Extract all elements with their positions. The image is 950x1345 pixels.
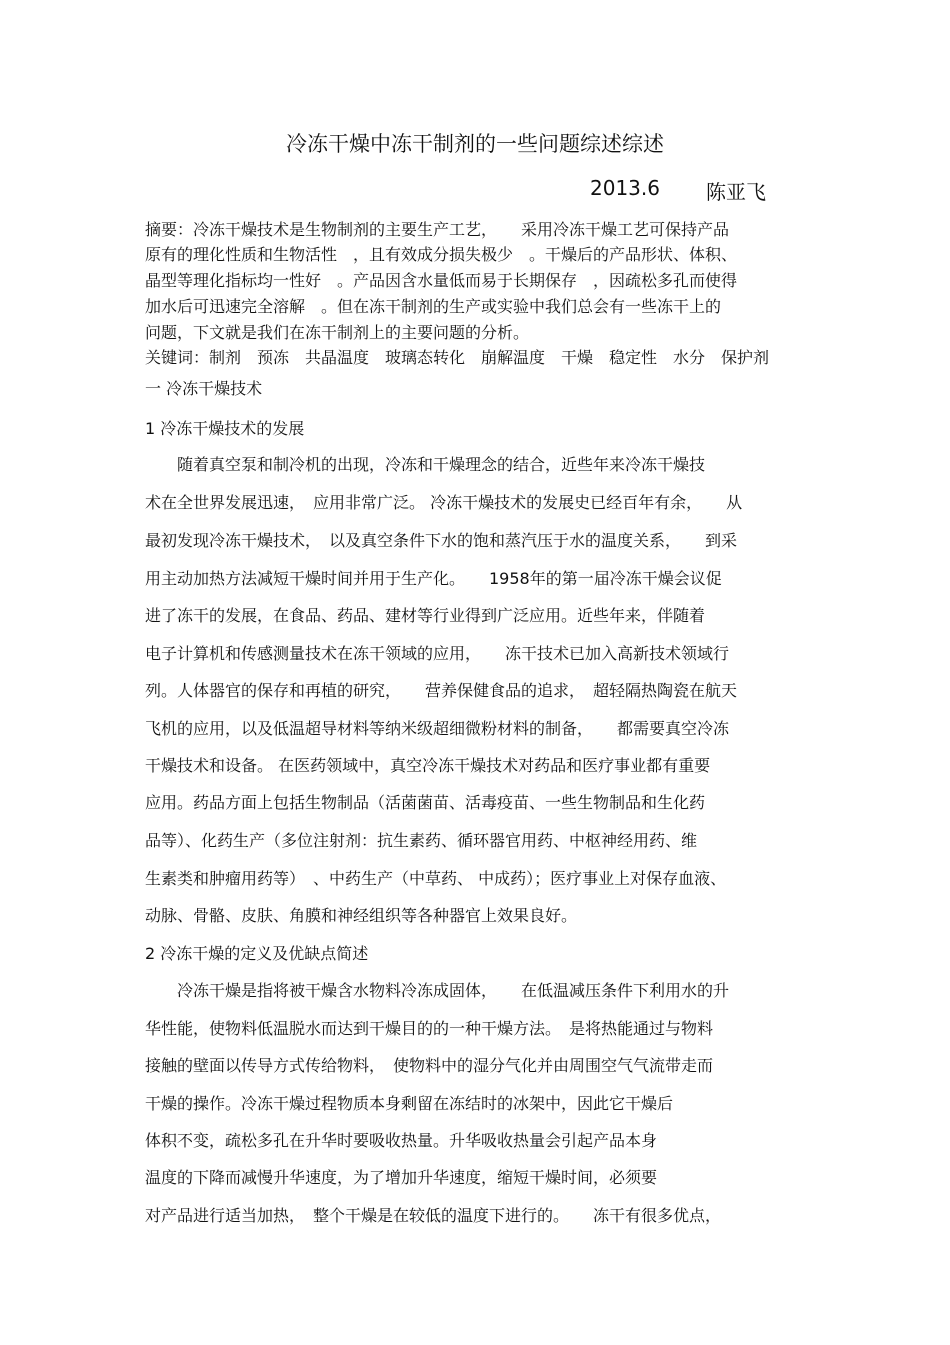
paragraph-line: 动脉、骨骼、皮肤、角膜和神经组织等各种器官上效果良好。 xyxy=(145,906,578,925)
document-title: 冷冻干燥中冻干制剂的一些问题综述综述 xyxy=(286,132,664,156)
paragraph-line: 冷冻干燥是指将被干燥含水物料冷冻成固体， 在低温减压条件下利用水的升 xyxy=(145,981,730,1000)
paragraph-line: 应用。药品方面上包括生物制品（活菌菌苗、活毒疫苗、一些生物制品和生化药 xyxy=(145,793,706,812)
paragraph-line: 品等）、化药生产（多位注射剂：抗生素药、循环器官用药、中枢神经用药、维 xyxy=(145,831,698,850)
document-date: 2013.6 xyxy=(590,176,660,200)
paragraph-line: 随着真空泵和制冷机的出现，冷冻和干燥理念的结合，近些年来冷冻干燥技 xyxy=(145,455,706,474)
paragraph-line: 进了冻干的发展，在食品、药品、建材等行业得到广泛应用。近些年来，伴随着 xyxy=(145,606,706,625)
paragraph-line: 接触的壁面以传导方式传给物料， 使物料中的湿分气化并由周围空气气流带走而 xyxy=(145,1056,714,1075)
abstract-line: 原有的理化性质和生物活性 ，且有效成分损失极少 。干燥后的产品形状、体积、 xyxy=(145,245,738,264)
paragraph-line: 干燥的操作。冷冻干燥过程物质本身剩留在冻结时的冰架中，因此它干燥后 xyxy=(145,1094,674,1113)
keywords-line: 关键词：制剂 预冻 共晶温度 玻璃态转化 崩解温度 干燥 稳定性 水分 保护剂 xyxy=(145,348,770,367)
subsection-heading: 2 冷冻干燥的定义及优缺点简述 xyxy=(145,944,369,963)
paragraph-line: 体积不变，疏松多孔在升华时要吸收热量。升华吸收热量会引起产品本身 xyxy=(145,1131,658,1150)
abstract-line: 晶型等理化指标均一性好 。产品因含水量低而易于长期保存 ，因疏松多孔而使得 xyxy=(145,271,738,290)
document-author: 陈亚飞 xyxy=(706,180,766,204)
abstract-line: 加水后可迅速完全溶解 。但在冻干制剂的生产或实验中我们总会有一些冻干上的 xyxy=(145,297,722,316)
paragraph-line: 温度的下降而减慢升华速度，为了增加升华速度，缩短干燥时间，必须要 xyxy=(145,1168,658,1187)
paragraph-line: 华性能，使物料低温脱水而达到干燥目的的一种干燥方法。 是将热能通过与物料 xyxy=(145,1019,714,1038)
paragraph-line: 飞机的应用，以及低温超导材料等纳米级超细微粉材料的制备， 都需要真空冷冻 xyxy=(145,719,730,738)
paragraph-line: 干燥技术和设备。 在医药领域中，真空冷冻干燥技术对药品和医疗事业都有重要 xyxy=(145,756,711,775)
paragraph-line: 对产品进行适当加热， 整个干燥是在较低的温度下进行的。 冻干有很多优点， xyxy=(145,1206,722,1225)
subsection-heading: 1 冷冻干燥技术的发展 xyxy=(145,419,305,438)
paragraph-line: 最初发现冷冻干燥技术， 以及真空条件下水的饱和蒸汽压于水的温度关系， 到采 xyxy=(145,531,738,550)
paragraph-line: 列。人体器官的保存和再植的研究， 营养保健食品的追求， 超轻隔热陶瓷在航天 xyxy=(145,681,738,700)
paragraph-line: 生素类和肿瘤用药等） 、中药生产（中草药、 中成药）；医疗事业上对保存血液、 xyxy=(145,869,727,888)
section-heading: 一 冷冻干燥技术 xyxy=(145,379,263,398)
abstract-line: 摘要：冷冻干燥技术是生物制剂的主要生产工艺， 采用冷冻干燥工艺可保持产品 xyxy=(145,220,730,239)
abstract-line: 问题，下文就是我们在冻干制剂上的主要问题的分析。 xyxy=(145,323,530,342)
paragraph-line: 用主动加热方法减短干燥时间并用于生产化。 1958年的第一届冷冻干燥会议促 xyxy=(145,569,722,588)
paragraph-line: 电子计算机和传感测量技术在冻干领域的应用， 冻干技术已加入高新技术领域行 xyxy=(145,644,730,663)
paragraph-line: 术在全世界发展迅速， 应用非常广泛。 冷冻干燥技术的发展史已经百年有余， 从 xyxy=(145,493,743,512)
